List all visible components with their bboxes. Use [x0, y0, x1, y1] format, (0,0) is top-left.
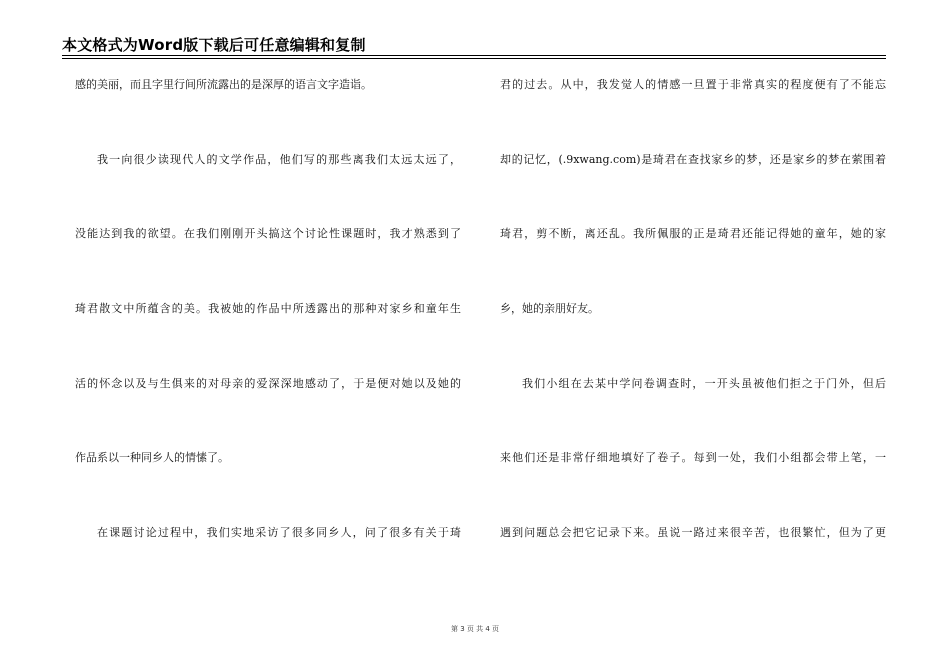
page-number-footer: 第 3 页 共 4 页 — [450, 625, 500, 633]
right-line-1: 君的过去。从中，我发觉人的情感一旦置于非常真实的程度便有了不能忘 — [500, 78, 886, 91]
left-line-2: 我一向很少读现代人的文学作品，他们写的那些离我们太远太远了， — [97, 153, 461, 166]
left-line-4: 琦君散文中所蕴含的美。我被她的作品中所透露出的那种对家乡和童年生 — [75, 302, 461, 315]
right-line-6: 来他们还是非常仔细地填好了卷子。每到一处，我们小组都会带上笔，一 — [500, 451, 886, 464]
left-line-5: 活的怀念以及与生俱来的对母亲的爱深深地感动了，于是便对她以及她的 — [75, 377, 461, 390]
right-line-4: 乡，她的亲朋好友。 — [500, 302, 599, 315]
header-rule-bottom — [62, 58, 886, 59]
header-rule-top — [62, 55, 886, 56]
right-line-5: 我们小组在去某中学问卷调查时，一开头虽被他们拒之于门外，但后 — [522, 377, 886, 390]
left-line-6: 作品系以一种同乡人的情愫了。 — [75, 451, 229, 464]
right-line-2: 却的记忆，(.9xwang.com)是琦君在查找家乡的梦，还是家乡的梦在萦围着 — [500, 153, 886, 166]
document-header-title: 本文格式为Word版下载后可任意编辑和复制 — [62, 36, 366, 54]
left-line-7: 在课题讨论过程中，我们实地采访了很多同乡人，问了很多有关于琦 — [97, 526, 461, 539]
left-line-1: 感的美丽，而且字里行间所流露出的是深厚的语言文字造诣。 — [75, 78, 372, 91]
right-line-7: 遇到问题总会把它记录下来。虽说一路过来很辛苦，也很繁忙，但为了更 — [500, 526, 886, 539]
right-line-3: 琦君，剪不断，离还乱。我所佩服的正是琦君还能记得她的童年，她的家 — [500, 227, 886, 240]
left-line-3: 没能达到我的欲望。在我们刚刚开头搞这个讨论性课题时，我才熟悉到了 — [75, 227, 461, 240]
